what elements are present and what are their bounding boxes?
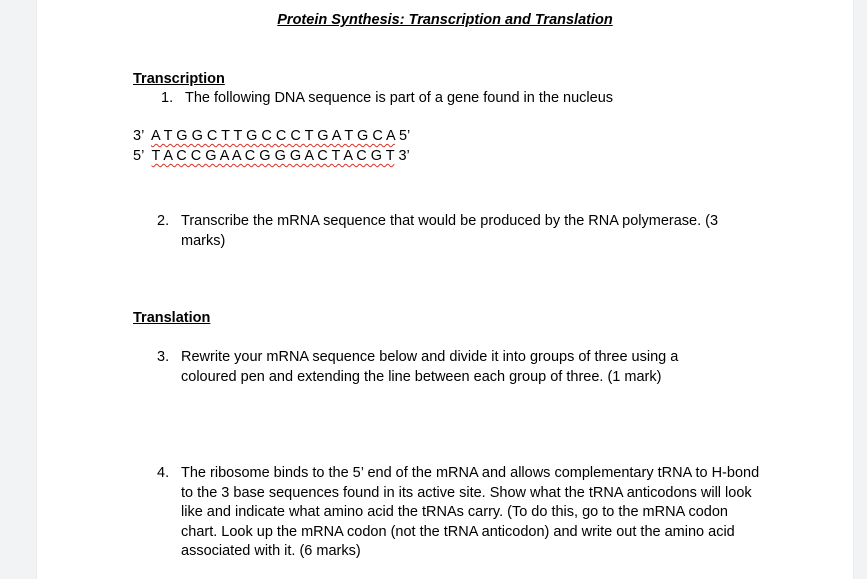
question-2: [157, 212, 761, 251]
question-text: The ribosome binds to the 5’ end of the mRNA and allows complementary tRNA to H-bond to the 3 base sequences found in its active site. Show what the tRNA anticodons will look like and indicate what amino acid the tRNAs carry. (To do this, go to the mRNA codon chart. Look up the mRNA codon (not the tRNA anticodon) and write out the amino acid associated with it. (6 marks): [181, 465, 760, 559]
question-text: The following DNA sequence is part of a gene found in the nucleus: [185, 90, 614, 106]
question-number: 1.: [161, 90, 174, 106]
question-text: Transcribe the mRNA sequence that would be produced by the RNA polymerase. (3 marks): [181, 213, 719, 249]
strand-end-label: 5’: [398, 128, 411, 144]
strand-end-label: 3’: [398, 148, 410, 164]
dna-sequence: T A C C G A A C G G G A C T A C G T: [151, 148, 395, 164]
question-number: 4.: [157, 465, 170, 481]
section-heading-transcription: Transcription: [133, 71, 225, 87]
dna-strand-1: [133, 128, 410, 144]
question-number: 3.: [157, 349, 170, 365]
document-title: Protein Synthesis: Transcription and Translation: [277, 12, 613, 28]
question-1: [161, 89, 785, 109]
question-number: 2.: [157, 213, 170, 229]
question-4: [157, 464, 766, 562]
section-heading-translation: Translation: [133, 310, 211, 326]
strand-start-label: 5’: [133, 148, 144, 164]
question-3: [157, 348, 721, 387]
dna-sequence: A T G G C T T G C C C T G A T G C A: [151, 128, 395, 144]
question-text: Rewrite your mRNA sequence below and divide it into groups of three using a coloured pen and extending the line between each group of three. (1 mark): [181, 349, 679, 385]
strand-start-label: 3’: [133, 128, 144, 144]
dna-strand-2: [133, 148, 410, 164]
document-page: [37, 0, 853, 579]
